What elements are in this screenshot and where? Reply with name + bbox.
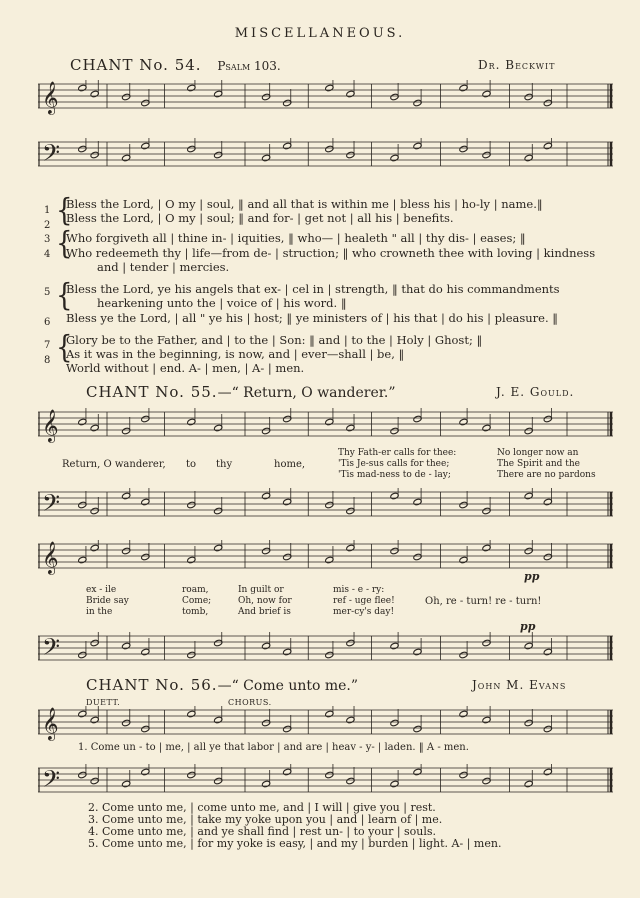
- chant-54-staff-bass: [38, 138, 613, 174]
- chant-55-lyric-1f-3: There are no pardons: [497, 470, 596, 480]
- chant-56-composer: John M. Evans: [472, 678, 567, 692]
- dynamic-pp-2: pp: [520, 620, 536, 633]
- chant-55-lyric-2b-3: tomb,: [182, 607, 209, 617]
- svg-text:𝄞: 𝄞: [42, 541, 59, 574]
- chant-55-staff-bass-2: [38, 632, 613, 668]
- chant-55-lyric-1d: home,: [274, 459, 306, 470]
- svg-text:𝄞: 𝄞: [42, 81, 59, 114]
- chant-55-lyric-2c-3: And brief is: [238, 607, 291, 617]
- verse-54-line-9: Glory be to the Father, and | to the | Son: ‖ and | to the | Holy | Ghost; ‖: [66, 333, 483, 347]
- chant-54-composer: Dr. Beckwit: [478, 58, 556, 72]
- chant-55-lyric-1f-2: The Spirit and the: [497, 459, 580, 469]
- chant-54-number: CHANT No. 54.: [70, 56, 202, 74]
- verse-56-line-5: 5. Come unto me, | for my yoke is easy, | and my | burden | light. A- | men.: [88, 837, 502, 850]
- chant-55-lyric-1e-1: Thy Fath-er calls for thee:: [338, 448, 457, 458]
- chant-55-title: [86, 383, 396, 401]
- chant-56-number: CHANT No. 56.: [86, 676, 218, 694]
- svg-text:𝄢: 𝄢: [42, 633, 61, 666]
- chant-55-lyric-2a-2: Bride say: [86, 596, 129, 606]
- svg-text:𝄞: 𝄞: [42, 707, 59, 740]
- chant-55-composer: J. E. Gould.: [496, 385, 575, 399]
- svg-text:𝄢: 𝄢: [42, 139, 61, 172]
- verse-54-line-1: Bless the Lord, | O my | soul, ‖ and all that is within me | bless his | ho-ly | name.‖: [66, 197, 543, 211]
- svg-text:𝄞: 𝄞: [42, 409, 59, 442]
- verse-54-line-6: Bless the Lord, ye his angels that ex- | cel in | strength, ‖ that do his commandments: [66, 282, 560, 296]
- chant-54-staff-treble: [38, 80, 613, 116]
- chant-55-lyric-1f-1: No longer now an: [497, 448, 579, 458]
- chant-55-lyric-2c-1: In guilt or: [238, 585, 284, 595]
- chant-55-lyric-2b-1: roam,: [182, 585, 209, 595]
- chant-56-title: [86, 676, 358, 694]
- chant-55-lyric-2e: Oh, re - turn! re - turn!: [425, 596, 542, 607]
- svg-text:𝄢: 𝄢: [42, 489, 61, 522]
- chant-56-subtitle: —“ Come unto me.”: [217, 678, 359, 694]
- page-header: MISCELLANEOUS.: [234, 26, 406, 41]
- chant-55-lyric-1e-2: 'Tis Je-sus calls for thee;: [338, 459, 450, 469]
- chant-55-lyric-1c: thy: [216, 459, 233, 470]
- verse-54-line-7: hearkening unto the | voice of | his word. ‖: [97, 296, 347, 310]
- verse-56-line-2: 2. Come unto me, | come unto me, and | I will | give you | rest.: [88, 801, 436, 814]
- chant-54-verses-gloria: 7 8 { Glory be to the Father, and | to the | Son: ‖ and | to the | Holy | Ghost; ‖ As it was in the beginning, is now, and | ever—shall | be, ‖ World without | end. A- | men, | A- | men.: [44, 330, 483, 375]
- chant-54-title: [70, 56, 281, 74]
- verse-54-line-3: Who forgiveth all | thine in- | iquities, ‖ who— | healeth " all | thy dis- | eases; ‖: [66, 231, 526, 245]
- verse-54-line-10: As it was in the beginning, is now, and | ever—shall | be, ‖: [66, 347, 405, 361]
- verse-56-line-4: 4. Come unto me, | and ye shall find | rest un- | to your | souls.: [88, 825, 437, 838]
- chant-54-psalm: Psalm 103.: [217, 59, 281, 73]
- chant-55-lyric-2a-3: in the: [86, 607, 113, 617]
- duett-label: DUETT.: [86, 698, 121, 707]
- chant-54-verses: 1 2 { Bless the Lord, | O my | soul, ‖ and all that is within me | bless his | ho-ly | name.‖ Bless the Lord, | O my | soul; ‖ and for- | get not | all his | benefits. 3 4 { Who forgiveth all | thine in- | iquities, ‖ who— | healeth " all | thy dis- | eases; ‖ Who redeemeth thy | life—from de- | struction; ‖ who crowneth thee with loving | kindness and | tender | mercies. 5 6 { Bless the Lord, ye his angels that ex- | cel in | strength, ‖ that do his commandments hearkening unto the | voice of | his word. ‖ Bless ye the Lord, | all " ye his | host; ‖ ye ministers of | his that | do his | pleasure. ‖: [44, 193, 596, 328]
- verse-54-line-8: Bless ye the Lord, | all " ye his | host; ‖ ye ministers of | his that | do his | pleasure. ‖: [66, 311, 559, 325]
- verse-54-line-5: and | tender | mercies.: [97, 260, 230, 274]
- chant-55-lyric-2b-2: Come;: [182, 596, 212, 606]
- chant-55-number: CHANT No. 55.: [86, 383, 218, 401]
- chant-55-staff-bass-1: [38, 488, 613, 524]
- verse-56-line-3: 3. Come unto me, | take my yoke upon you | and | learn of | me.: [88, 813, 443, 826]
- chant-55-subtitle: —“ Return, O wanderer.”: [217, 385, 396, 401]
- verse-54-line-4: Who redeemeth thy | life—from de- | struction; ‖ who crowneth thee with loving | kindness: [66, 246, 596, 260]
- chant-55-lyric-2c-2: Oh, now for: [238, 596, 292, 606]
- chant-56-staff-treble: [38, 706, 613, 742]
- chant-55-lyric-2d-2: ref - uge flee!: [333, 596, 395, 606]
- chant-55-lyric-1a: Return, O wanderer,: [62, 459, 166, 470]
- chant-55-lyric-2a-1: ex - ile: [86, 585, 117, 595]
- chant-55-lyric-2d-3: mer-cy's day!: [333, 607, 395, 617]
- chant-56-staff-bass: [38, 764, 613, 800]
- chant-55-lyric-1b: to: [186, 459, 197, 470]
- chant-55-lyric-2d-1: mis - e - ry:: [333, 585, 385, 595]
- verse-54-line-2: Bless the Lord, | O my | soul; ‖ and for- | get not | all his | benefits.: [66, 211, 454, 225]
- chant-56-lyric: 1. Come un - to | me, | all ye that labor | and are | heav - y- | laden. ‖ A - men.: [78, 742, 469, 753]
- chant-55-lyric-1e-3: 'Tis mad-ness to de - lay;: [338, 470, 451, 480]
- dynamic-pp-1: pp: [524, 570, 540, 583]
- chorus-label: CHORUS.: [228, 698, 272, 707]
- svg-text:𝄢: 𝄢: [42, 765, 61, 798]
- chant-55-staff-treble-1: [38, 408, 613, 444]
- verse-54-line-11: World without | end. A- | men, | A- | men.: [66, 361, 305, 375]
